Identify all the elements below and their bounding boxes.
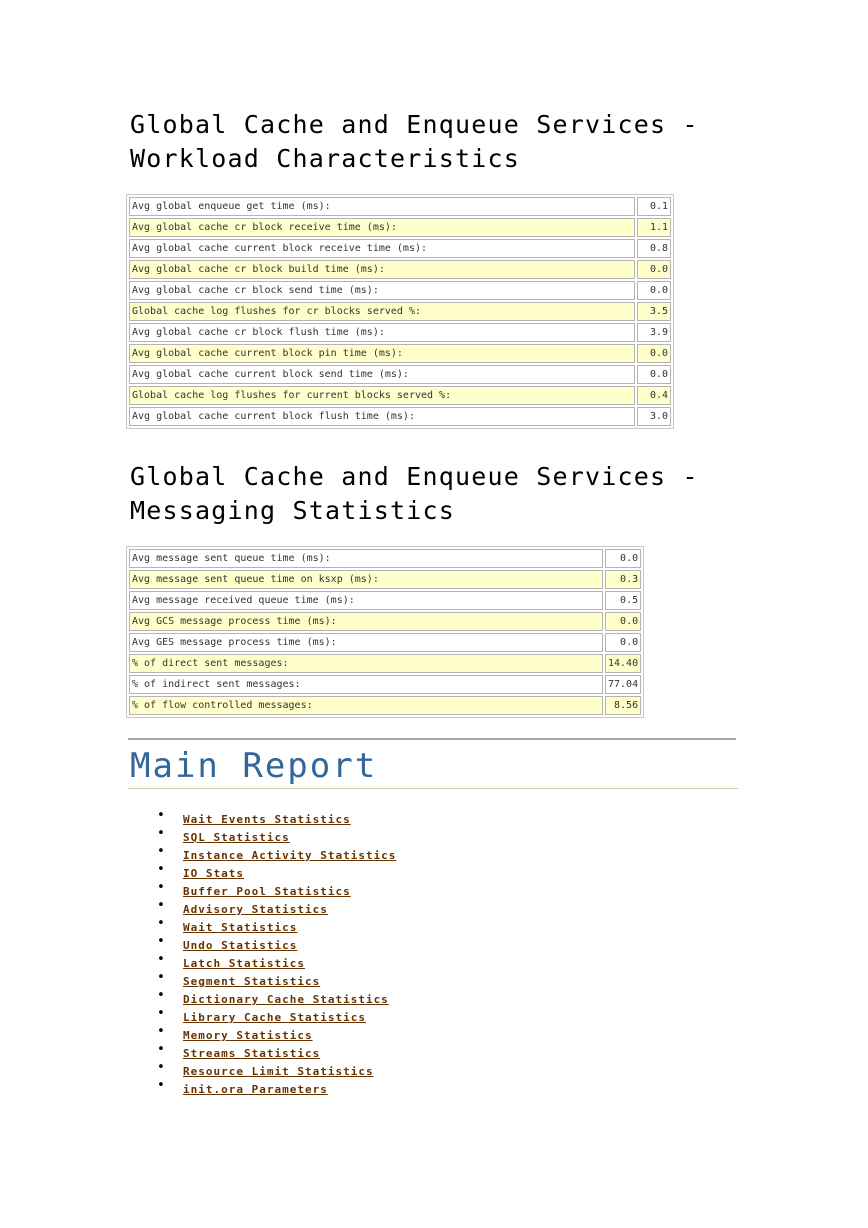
stat-value: 3.5 [637,302,671,321]
bullet-icon: • [157,844,165,859]
table-row [129,612,641,631]
report-link[interactable]: Wait Statistics [183,921,298,934]
workload-section-title: Global Cache and Enqueue Services - Workload Characteristics [130,110,699,173]
stat-label: Avg global cache cr block send time (ms): [129,281,635,300]
bullet-icon: • [157,862,165,877]
table-row [129,344,671,363]
stat-label: Avg global cache current block receive time (ms): [129,239,635,258]
stat-value: 0.3 [605,570,641,589]
stat-value: 0.0 [605,612,641,631]
bullet-icon: • [157,826,165,841]
report-link[interactable]: Library Cache Statistics [183,1011,366,1024]
divider [128,788,738,789]
bullet-icon: • [157,970,165,985]
list-item [130,1078,396,1099]
table-row [129,260,671,279]
stat-label: Avg global cache cr block build time (ms): [129,260,635,279]
stat-value: 3.9 [637,323,671,342]
table-row [129,239,671,258]
bullet-icon: • [157,898,165,913]
table-row [129,197,671,216]
bullet-icon: • [157,808,165,823]
table-row [129,218,671,237]
stat-label: Avg GCS message process time (ms): [129,612,603,631]
bullet-icon: • [157,1078,165,1093]
stat-label: % of direct sent messages: [129,654,603,673]
table-row [129,696,641,715]
table-row [129,675,641,694]
report-link[interactable]: Streams Statistics [183,1047,321,1060]
report-link[interactable]: Advisory Statistics [183,903,328,916]
stat-value: 0.8 [637,239,671,258]
table-row [129,591,641,610]
stat-label: Avg global cache current block pin time (ms): [129,344,635,363]
bullet-icon: • [157,1024,165,1039]
table-row [129,654,641,673]
report-link[interactable]: Instance Activity Statistics [183,849,397,862]
report-link-list [130,808,397,1099]
list-item [130,916,396,937]
stat-label: Avg global cache cr block flush time (ms): [129,323,635,342]
stat-label: Avg message received queue time (ms): [129,591,603,610]
stat-value: 0.0 [605,549,641,568]
stat-label: Avg message sent queue time on ksxp (ms): [129,570,603,589]
stat-value: 77.04 [605,675,641,694]
bullet-icon: • [157,916,165,931]
bullet-icon: • [157,1006,165,1021]
stat-value: 0.0 [637,365,671,384]
table-row [129,570,641,589]
report-link[interactable]: Wait Events Statistics [183,813,351,826]
stat-label: Global cache log flushes for current blocks served %: [129,386,635,405]
stat-label: Avg global cache cr block receive time (ms): [129,218,635,237]
stat-label: Avg global cache current block send time (ms): [129,365,635,384]
list-item [130,826,396,847]
stat-label: Global cache log flushes for cr blocks served %: [129,302,635,321]
report-link[interactable]: Undo Statistics [183,939,298,952]
stat-value: 8.56 [605,696,641,715]
table-row [129,323,671,342]
messaging-table [126,546,644,718]
report-link[interactable]: Resource Limit Statistics [183,1065,374,1078]
bullet-icon: • [157,952,165,967]
stat-label: % of flow controlled messages: [129,696,603,715]
list-item [130,898,396,919]
messaging-section-title: Global Cache and Enqueue Services - Messaging Statistics [130,462,699,525]
report-link[interactable]: Latch Statistics [183,957,305,970]
stat-value: 14.40 [605,654,641,673]
stat-value: 0.4 [637,386,671,405]
bullet-icon: • [157,934,165,949]
list-item [130,1006,396,1027]
list-item [130,1024,396,1045]
bullet-icon: • [157,1060,165,1075]
list-item [130,844,397,865]
table-row [129,407,671,426]
table-row [129,386,671,405]
list-item [130,952,396,973]
report-link[interactable]: Dictionary Cache Statistics [183,993,389,1006]
list-item [130,862,396,883]
stat-value: 0.0 [605,633,641,652]
stat-value: 1.1 [637,218,671,237]
report-link[interactable]: SQL Statistics [183,831,290,844]
stat-value: 3.0 [637,407,671,426]
report-link[interactable]: Memory Statistics [183,1029,313,1042]
stat-label: Avg global enqueue get time (ms): [129,197,635,216]
list-item [130,1060,396,1081]
workload-table [126,194,674,429]
table-row [129,633,641,652]
list-item [130,970,396,991]
list-item [130,988,396,1009]
stat-value: 0.1 [637,197,671,216]
list-item [130,880,396,901]
main-report-title: Main Report [130,746,378,786]
stat-value: 0.0 [637,260,671,279]
table-row [129,365,671,384]
report-link[interactable]: Buffer Pool Statistics [183,885,351,898]
report-link[interactable]: init.ora Parameters [183,1083,328,1096]
stat-label: Avg message sent queue time (ms): [129,549,603,568]
stat-value: 0.5 [605,591,641,610]
stat-value: 0.0 [637,344,671,363]
divider [128,738,736,740]
bullet-icon: • [157,1042,165,1057]
table-row [129,549,641,568]
list-item [130,1042,396,1063]
bullet-icon: • [157,880,165,895]
stat-label: Avg GES message process time (ms): [129,633,603,652]
list-item [130,934,396,955]
stat-label: % of indirect sent messages: [129,675,603,694]
list-item [130,808,396,829]
report-link[interactable]: Segment Statistics [183,975,321,988]
bullet-icon: • [157,988,165,1003]
table-row [129,302,671,321]
table-row [129,281,671,300]
report-link[interactable]: IO Stats [183,867,244,880]
stat-label: Avg global cache current block flush time (ms): [129,407,635,426]
stat-value: 0.0 [637,281,671,300]
